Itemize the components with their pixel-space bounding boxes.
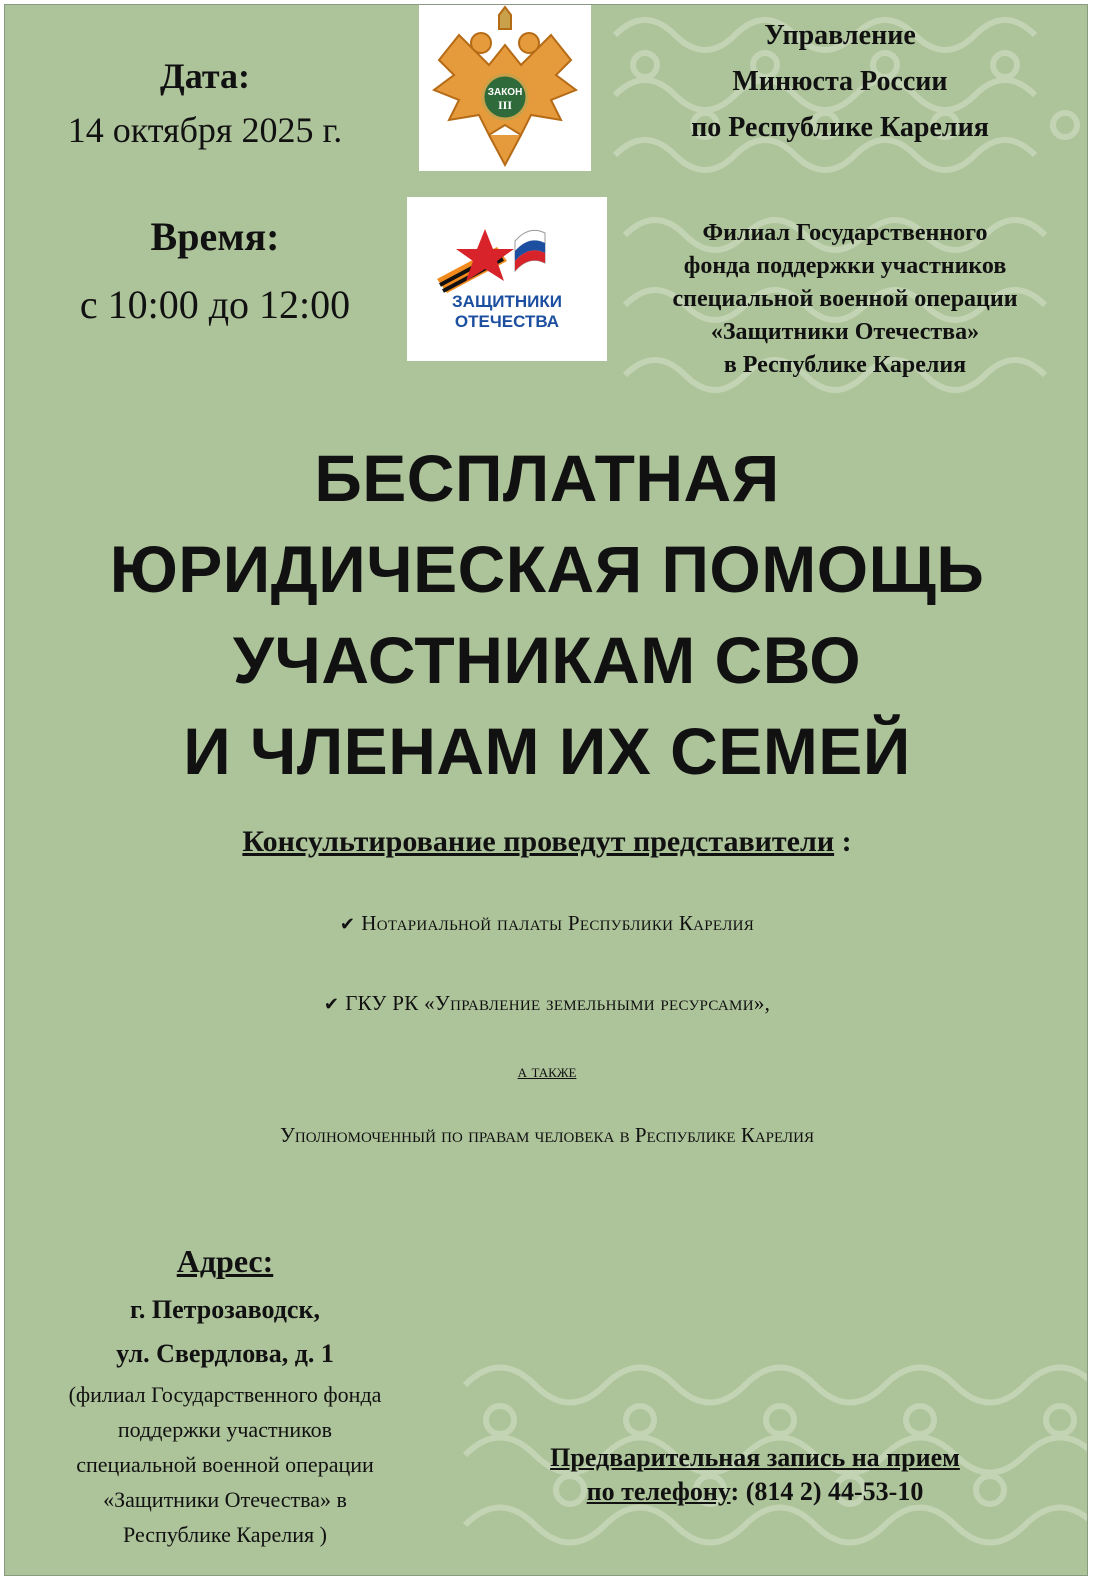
representative-item — [5, 991, 1088, 1016]
address-note-line: специальной военной операции — [76, 1452, 374, 1477]
fund-line: в Республике Карелия — [723, 352, 967, 378]
headline-line: БЕСПЛАТНАЯ — [314, 441, 780, 515]
fund-line: «Защитники Отечества» — [710, 319, 980, 345]
headline — [5, 433, 1088, 797]
emblem-text: ЗАКОН — [487, 87, 523, 98]
ombudsman-label: Уполномоченный по правам человека в Республике Карелия — [280, 1123, 814, 1147]
fund-line: Филиал Государственного — [702, 220, 988, 246]
address-note-line: Республике Карелия ) — [123, 1522, 327, 1547]
minjust-line: по Республике Карелия — [691, 112, 989, 143]
date-label: Дата: — [160, 56, 250, 96]
representative-label: Нотариальной палаты Республики Карелия — [361, 911, 755, 935]
defenders-fund-logo — [407, 197, 607, 361]
booking-phone-label: по телефону — [586, 1477, 731, 1506]
address-label: Адрес: — [176, 1243, 274, 1279]
minjust-emblem-logo — [419, 5, 591, 171]
representative-item — [5, 911, 1088, 936]
time-value: с 10:00 до 12:00 — [79, 282, 351, 327]
date-value: 14 октября 2025 г. — [67, 110, 343, 150]
fund-org-block — [625, 217, 1065, 382]
svg-text:III: III — [497, 98, 513, 112]
star-ribbon-icon — [437, 229, 545, 293]
consult-suffix: : — [834, 825, 852, 858]
fund-line: фонда поддержки участников — [683, 253, 1007, 279]
address-street: ул. Свердлова, д. 1 — [116, 1339, 334, 1368]
fund-logo-line-1: ЗАЩИТНИКИ — [452, 292, 562, 311]
headline-line: ЮРИДИЧЕСКАЯ ПОМОЩЬ — [109, 532, 985, 606]
headline-line: УЧАСТНИКАМ СВО — [232, 623, 862, 697]
minjust-line: Управление — [764, 20, 916, 51]
checkmark-icon: ✔ — [339, 914, 356, 934]
poster — [4, 4, 1088, 1576]
double-headed-eagle-icon — [419, 5, 591, 171]
time-label: Время: — [150, 214, 280, 259]
address-city: г. Петрозаводск, — [130, 1295, 320, 1324]
minjust-line: Минюста России — [732, 66, 948, 97]
address-note — [15, 1377, 435, 1552]
fund-line: специальной военной операции — [672, 286, 1018, 312]
also-label: а также — [517, 1061, 577, 1081]
booking-block — [505, 1441, 1005, 1509]
booking-separator: : — [730, 1477, 746, 1506]
minjust-org-block — [645, 13, 1035, 151]
consult-label: Консультирование проведут представители — [242, 825, 835, 858]
booking-line: Предварительная запись на прием — [550, 1443, 960, 1472]
representative-label: ГКУ РК «Управление земельными ресурсами», — [345, 991, 771, 1015]
address-note-line: (филиал Государственного фонда — [68, 1382, 382, 1407]
address-note-line: «Защитники Отечества» в — [103, 1487, 347, 1512]
fund-logo-line-2: ОТЕЧЕСТВА — [454, 312, 560, 331]
booking-phone: (814 2) 44-53-10 — [745, 1477, 924, 1506]
consult-heading — [5, 825, 1088, 859]
address-note-line: поддержки участников — [117, 1417, 333, 1442]
headline-line: И ЧЛЕНАМ ИХ СЕМЕЙ — [183, 714, 911, 788]
checkmark-icon: ✔ — [323, 994, 340, 1014]
